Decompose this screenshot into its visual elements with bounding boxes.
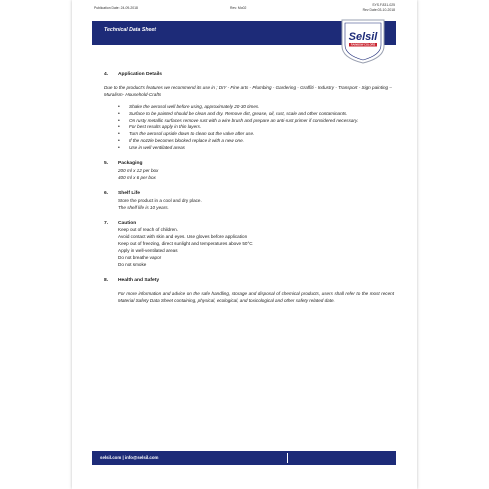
footer-bar xyxy=(92,451,396,465)
revision-number: Rev: Mo02 xyxy=(230,6,247,10)
header-meta xyxy=(72,3,417,17)
section-number: 7. xyxy=(104,220,109,226)
application-bullet xyxy=(118,131,394,138)
caution-line: Do not smoke xyxy=(118,261,147,267)
bullet-dot: • xyxy=(118,103,120,110)
bullet-dot: • xyxy=(118,138,120,145)
document-page xyxy=(72,0,417,489)
caution-line: Keep out of reach of children. xyxy=(118,227,179,233)
application-description: Due to the product's features we recommend its use in ; DIY - Fine arts - Plumbing - Gardering - Graffiti - Industry - Transport - Sign painting – Muralism- Household-Crafts xyxy=(104,84,392,97)
section-heading xyxy=(104,278,394,285)
caution-line: Avoid contact with skin and eyes. Use gloves before application xyxy=(118,234,248,240)
document-body xyxy=(104,72,394,305)
application-bullet xyxy=(118,118,394,125)
application-bullet xyxy=(118,111,394,118)
section-title: Health and Safety xyxy=(118,277,160,283)
bullet-text: For best results apply in thin layers. xyxy=(129,124,202,130)
section-heading xyxy=(104,72,394,79)
application-bullet xyxy=(118,145,394,152)
section-heading xyxy=(104,191,394,198)
shelf-line: The shelf life is 10 years. xyxy=(118,204,169,210)
application-bullets xyxy=(104,104,394,152)
health-text: For more information and advice on the safe handling, storage and disposal of chemical products, users shall refer to the most recent Material Safety Data Sheet containing, physical, ecological, and toxicological and other safety related date. xyxy=(118,290,394,303)
bullet-text: If the nozzle becomes blocked replace it with a new one. xyxy=(129,138,244,144)
packaging-line: 200 ml x 12 per box xyxy=(118,167,159,173)
bullet-dot: • xyxy=(118,124,120,131)
title-banner xyxy=(92,21,396,45)
application-bullet xyxy=(118,124,394,131)
bullet-text: Turn the aerosol upside down to clean out the valve after use. xyxy=(129,131,255,137)
section-title: Application Details xyxy=(118,72,163,77)
section-number: 5. xyxy=(104,161,109,167)
section-title: Caution xyxy=(118,220,137,226)
section-heading xyxy=(104,221,394,228)
system-reference xyxy=(363,3,395,13)
bullet-dot: • xyxy=(118,145,120,152)
logo-tagline: RAINBOW COLORS xyxy=(350,43,376,47)
bullet-text: Use in well ventilated areas xyxy=(129,145,185,151)
document-title: Technical Data Sheet xyxy=(104,27,156,33)
bullet-text: On rusty metallic surfaces remove rust with a wire brush and prepare an anti-rust primer if considered necessary. xyxy=(129,117,359,123)
section-title: Shelf Life xyxy=(118,190,141,196)
section-number: 6. xyxy=(104,190,109,196)
application-bullet xyxy=(118,104,394,111)
application-bullet xyxy=(118,138,394,145)
section-number: 4. xyxy=(104,72,109,77)
shelf-line: Store the product in a cool and dry place. xyxy=(118,197,202,203)
bullet-dot: • xyxy=(118,110,120,117)
footer-divider xyxy=(287,453,288,463)
bullet-text: Surface to be painted should be clean and dry. Remove dirt, grease, oil, rust, scale and other contaminants. xyxy=(129,110,348,116)
logo-wordmark: Selsil xyxy=(348,31,378,43)
packaging-line: 400 ml x 6 per box xyxy=(118,174,156,180)
footer-contact[interactable]: selsil.com | info@selsil.com xyxy=(100,455,159,460)
bullet-dot: • xyxy=(118,131,120,138)
rev-date: Rev Date:03-10-2018 xyxy=(362,8,395,12)
section-heading xyxy=(104,161,394,168)
bullet-text: Shake the aerosol well before using, approximately 20-30 times. xyxy=(129,103,260,109)
publication-date: Publication Date: 24-09-2018 xyxy=(94,6,138,10)
system-ref: SYS.F.831-025 xyxy=(372,3,395,7)
caution-line: Do not breathe vapor xyxy=(118,255,162,261)
bullet-dot: • xyxy=(118,117,120,124)
section-number: 8. xyxy=(104,277,109,283)
caution-line: Apply in well-ventilated areas xyxy=(118,248,178,254)
caution-line: Keep out of freezing, direct sunlight and temperatures above 50°C xyxy=(118,241,253,247)
selsil-logo xyxy=(338,18,388,64)
section-title: Packaging xyxy=(118,161,143,167)
